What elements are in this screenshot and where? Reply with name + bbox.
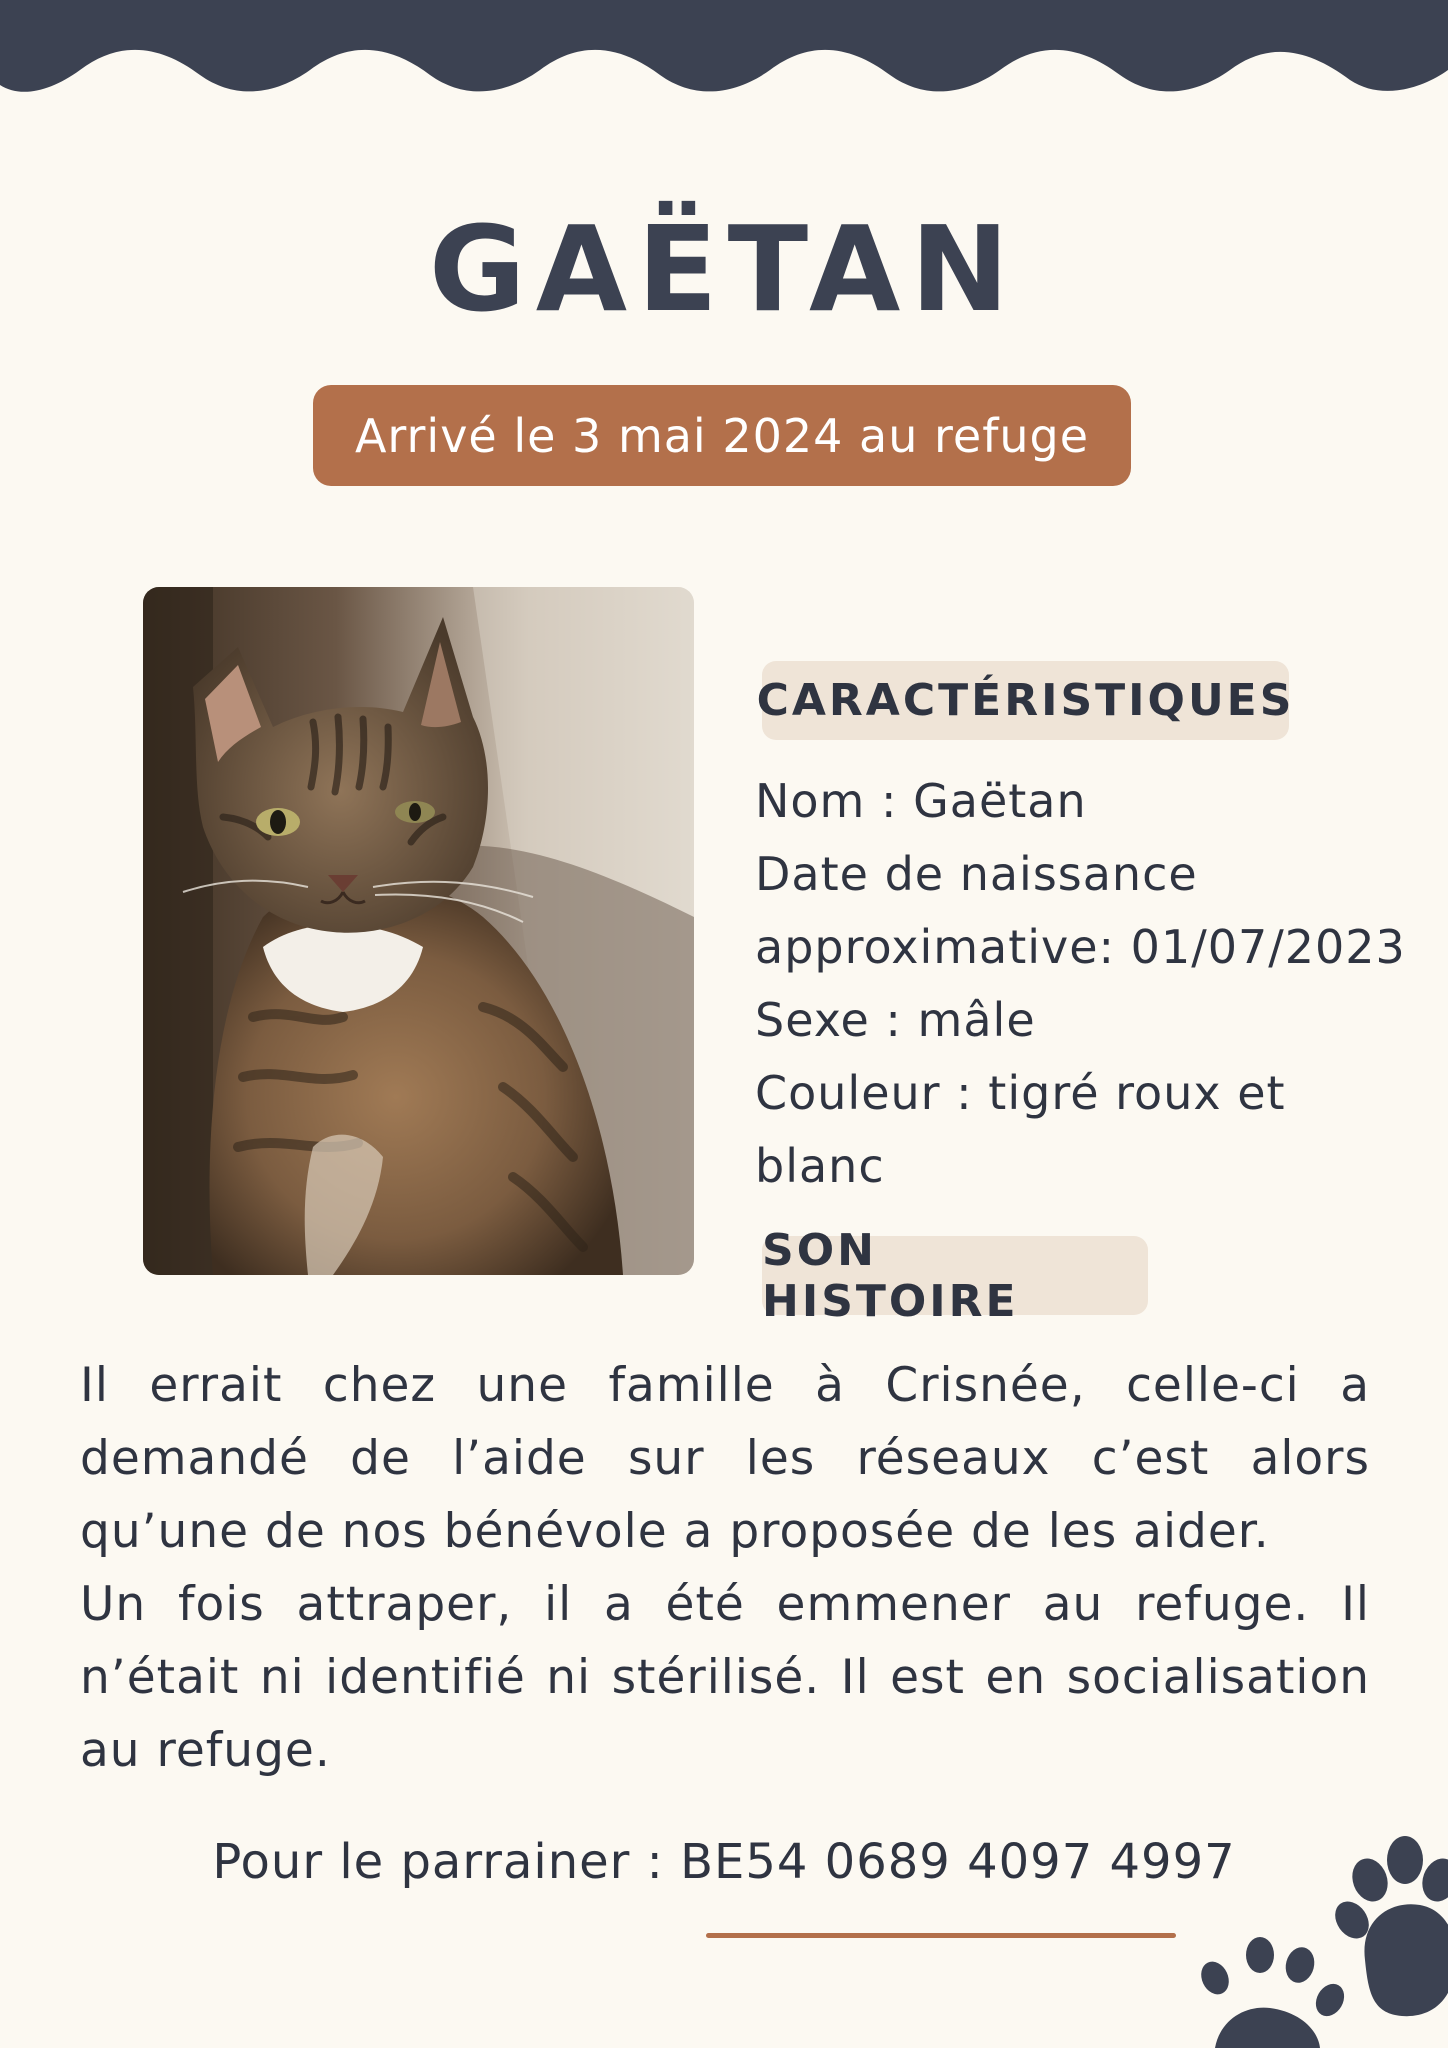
cat-illustration <box>143 587 694 1275</box>
story-heading-text: SON HISTOIRE <box>762 1224 1019 1327</box>
char-line-sex: Sexe : mâle <box>755 993 1036 1047</box>
char-line-name: Nom : Gaëtan <box>755 774 1087 828</box>
characteristics-list <box>755 765 1425 1203</box>
char-line-birth-date: approximative: 01/07/2023 <box>755 920 1406 974</box>
arrival-text: Arrivé le 3 mai 2024 au refuge <box>354 408 1090 463</box>
arrival-badge <box>313 385 1131 486</box>
char-line-color-cont: blanc <box>755 1139 885 1193</box>
sponsor-info: Pour le parrainer : BE54 0689 4097 4997 <box>212 1834 1236 1890</box>
characteristics-heading-text: CARACTÉRISTIQUES <box>756 675 1295 726</box>
story-paragraph: Il errait chez une famille à Crisnée, celle-ci a demandé de l’aide sur les réseaux c’est alors qu’une de nos bénévole a proposée de les aider. <box>80 1358 1370 1559</box>
story-text <box>80 1349 1370 1787</box>
paw-icon <box>1196 1937 1350 2048</box>
divider-underline <box>706 1933 1176 1938</box>
top-wave-banner <box>0 0 1448 110</box>
cat-photo <box>143 587 694 1275</box>
page-title: GAËTAN <box>428 200 1020 338</box>
char-line-birth-label: Date de naissance <box>755 847 1198 901</box>
char-line-color: Couleur : tigré roux et <box>755 1066 1286 1120</box>
characteristics-heading <box>756 661 1295 740</box>
story-heading <box>762 1224 1148 1327</box>
story-paragraph: Un fois attraper, il a été emmener au refuge. Il n’était ni identifié ni stérilisé. Il est en socialisation au refuge. <box>80 1577 1370 1778</box>
